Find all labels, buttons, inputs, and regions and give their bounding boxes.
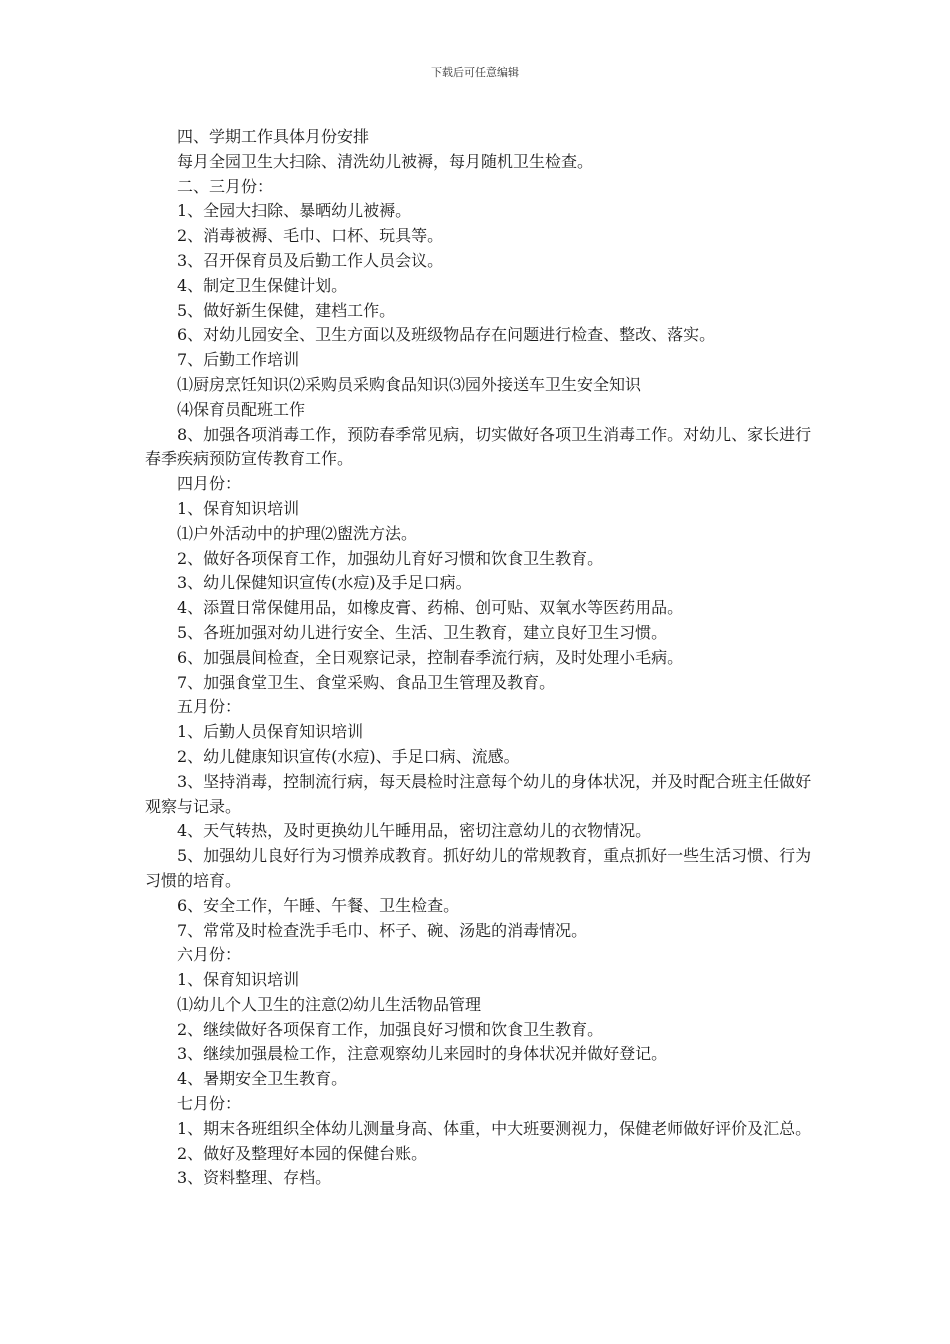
section-heading: 四、学期工作具体月份安排 <box>177 127 370 146</box>
list-item: 3、召开保育员及后勤工作人员会议。 <box>177 250 444 270</box>
list-item: 6、加强晨间检查，全日观察记录，控制春季流行病，及时处理小毛病。 <box>177 647 684 667</box>
list-item: ⑴幼儿个人卫生的注意⑵幼儿生活物品管理 <box>177 994 482 1014</box>
list-item: 1、后勤人员保育知识培训 <box>177 722 364 742</box>
list-item: 1、保育知识培训 <box>177 498 300 518</box>
page-header: 下载后可任意编辑 <box>431 66 519 79</box>
month-heading: 七月份： <box>177 1094 242 1114</box>
month-heading: 四月份： <box>177 474 242 494</box>
document-body <box>145 125 813 1191</box>
list-item: 6、安全工作，午睡、午餐、卫生检查。 <box>177 895 460 915</box>
month-heading: 二、三月份： <box>177 176 274 196</box>
list-item: 3、资料整理、存档。 <box>177 1168 332 1188</box>
list-item: 1、全园大扫除、暴晒幼儿被褥。 <box>177 201 412 221</box>
list-item: 5、做好新生保健，建档工作。 <box>177 300 396 320</box>
list-item: 3、坚持消毒，控制流行病，每天晨检时注意每个幼儿的身体状况，并及时配合班主任做好观察与记录。 <box>145 771 812 816</box>
list-item: 7、后勤工作培训 <box>177 350 300 370</box>
list-item: 4、制定卫生保健计划。 <box>177 275 348 295</box>
list-item: 4、暑期安全卫生教育。 <box>177 1069 348 1089</box>
list-item: 4、添置日常保健用品，如橡皮膏、药棉、创可贴、双氧水等医药用品。 <box>177 598 684 618</box>
list-item: 3、继续加强晨检工作，注意观察幼儿来园时的身体状况并做好登记。 <box>177 1044 668 1064</box>
list-item: 1、期末各班组织全体幼儿测量身高、体重，中大班要测视力，保健老师做好评价及汇总。 <box>177 1118 812 1138</box>
list-item: 7、加强食堂卫生、食堂采购、食品卫生管理及教育。 <box>177 672 556 692</box>
paragraph: 每月全园卫生大扫除、清洗幼儿被褥，每月随机卫生检查。 <box>177 151 594 171</box>
list-item: 2、做好各项保育工作，加强幼儿育好习惯和饮食卫生教育。 <box>177 548 604 568</box>
list-item: 1、保育知识培训 <box>177 970 300 990</box>
list-item: ⑴厨房烹饪知识⑵采购员采购食品知识⑶园外接送车卫生安全知识 <box>177 374 642 394</box>
month-heading: 五月份： <box>177 697 242 717</box>
list-item: 4、天气转热，及时更换幼儿午睡用品，密切注意幼儿的衣物情况。 <box>177 821 652 841</box>
list-item: 6、对幼儿园安全、卫生方面以及班级物品存在问题进行检查、整改、落实。 <box>177 325 716 345</box>
list-item: 5、各班加强对幼儿进行安全、生活、卫生教育，建立良好卫生习惯。 <box>177 622 668 642</box>
list-item: 7、常常及时检查洗手毛巾、杯子、碗、汤匙的消毒情况。 <box>177 920 588 940</box>
list-item: ⑷保育员配班工作 <box>177 399 306 419</box>
list-item: 2、继续做好各项保育工作，加强良好习惯和饮食卫生教育。 <box>177 1019 604 1039</box>
list-item: 2、消毒被褥、毛巾、口杯、玩具等。 <box>177 226 444 246</box>
list-item: 5、加强幼儿良好行为习惯养成教育。抓好幼儿的常规教育，重点抓好一些生活习惯、行为习惯的培育。 <box>145 846 812 890</box>
list-item: 2、幼儿健康知识宣传(水痘)、手足口病、流感。 <box>177 746 520 766</box>
list-item: 2、做好及整理好本园的保健台账。 <box>177 1143 428 1163</box>
list-item: 8、加强各项消毒工作，预防春季常见病，切实做好各项卫生消毒工作。对幼儿、家长进行春季疾病预防宣传教育工作。 <box>145 424 812 469</box>
month-heading: 六月份： <box>177 945 242 965</box>
list-item: 3、幼儿保健知识宣传(水痘)及手足口病。 <box>177 573 472 593</box>
list-item: ⑴户外活动中的护理⑵盥洗方法。 <box>177 523 418 543</box>
